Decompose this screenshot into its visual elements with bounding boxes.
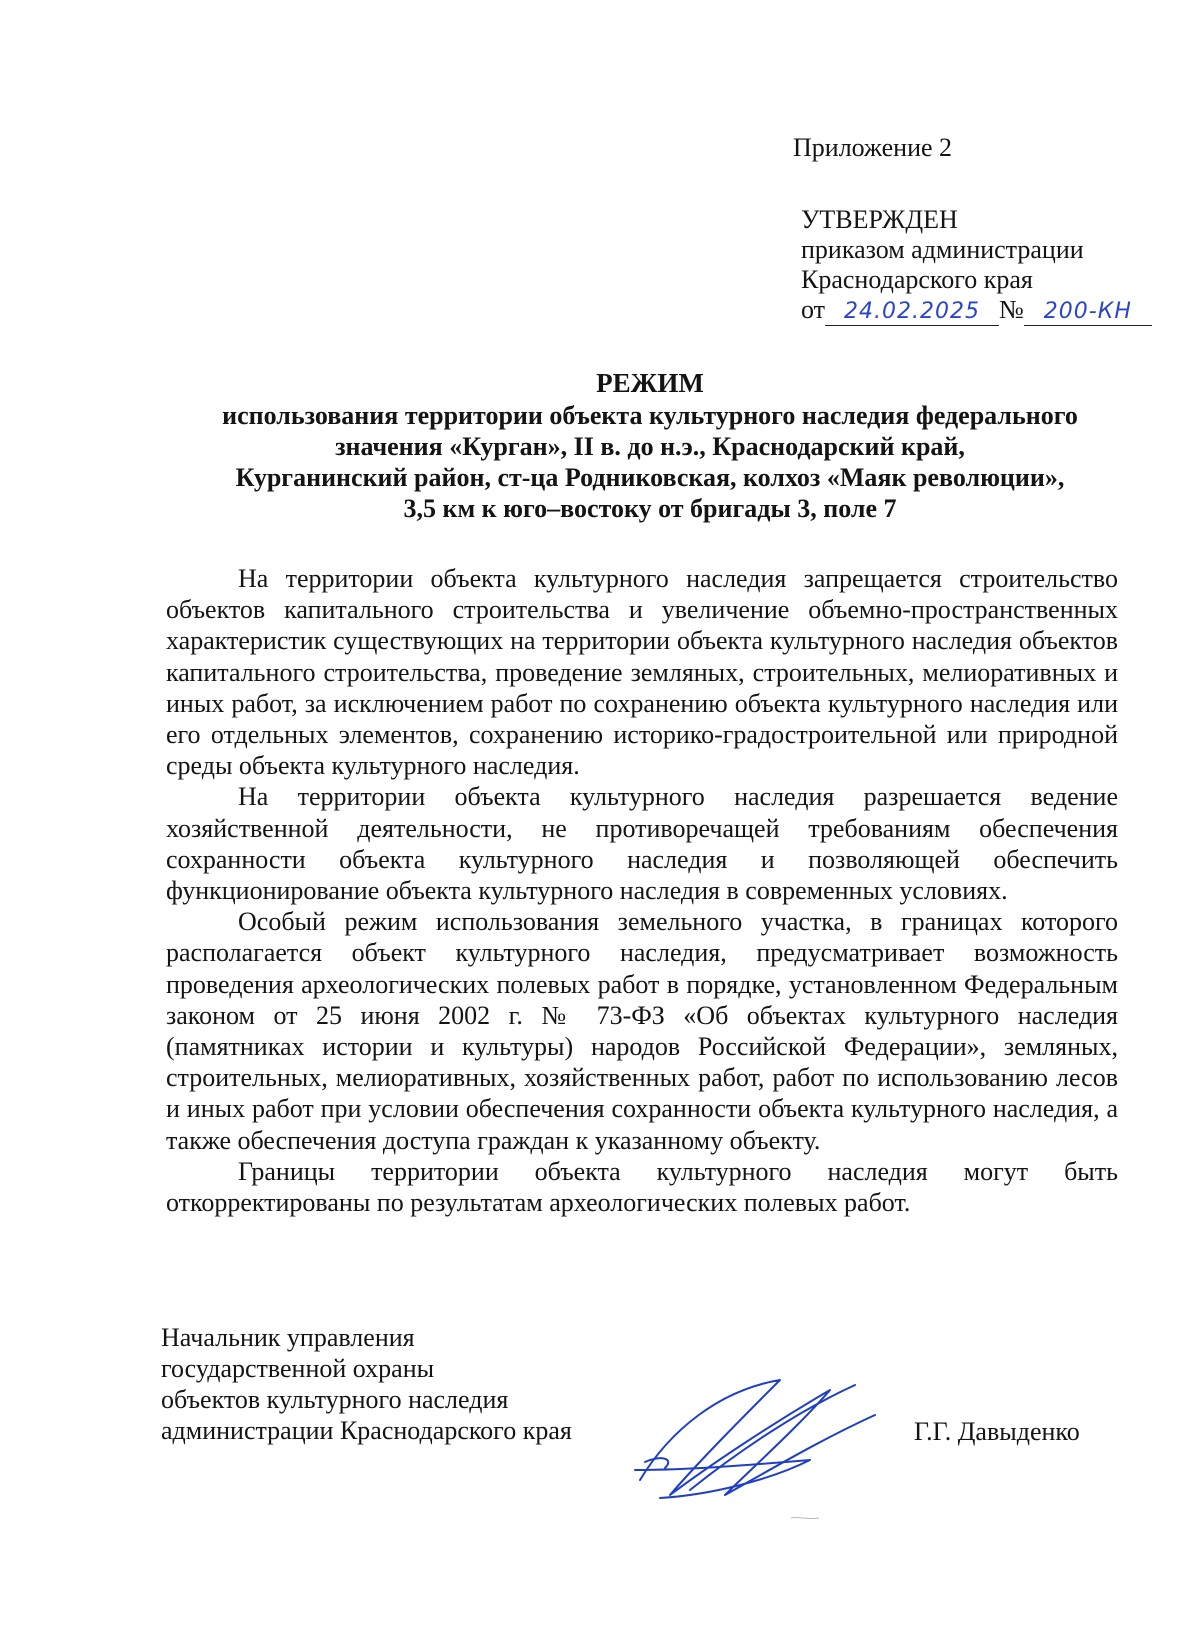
position-line: администрации Краснодарского края bbox=[161, 1416, 572, 1445]
position-line: объектов культурного наследия bbox=[161, 1385, 509, 1414]
title-line: значения «Курган», II в. до н.э., Краснодарский край, bbox=[335, 432, 965, 461]
body-paragraph: На территории объекта культурного наследия разрешается ведение хозяйственной деятельности, не противоречащей требованиям обеспечения сохранности объекта культурного наследия и позволяющей обеспечить функционирование объекта культурного наследия в современных условиях. bbox=[166, 782, 1118, 906]
appendix-label: Приложение 2 bbox=[793, 133, 953, 162]
body-paragraph: Границы территории объекта культурного наследия могут быть откорректированы по результатам археологических полевых работ. bbox=[166, 1156, 1118, 1218]
title-heading: РЕЖИМ bbox=[596, 368, 704, 398]
position-line: Начальник управления bbox=[161, 1323, 415, 1352]
title-line: Курганинский район, ст-ца Родниковская, колхоз «Маяк революции», bbox=[235, 463, 1065, 492]
document-title bbox=[120, 368, 1180, 524]
approved-region: Краснодарского края bbox=[801, 265, 1033, 294]
order-number-handwritten: 200-КН bbox=[1024, 299, 1152, 326]
position-line: государственной охраны bbox=[161, 1354, 435, 1383]
handwritten-signature bbox=[630, 1370, 890, 1510]
approved-label: УТВЕРЖДЕН bbox=[801, 205, 958, 234]
title-line: использования территории объекта культурного наследия федерального bbox=[222, 401, 1078, 430]
document-body bbox=[166, 563, 1118, 1218]
approval-stamp-block bbox=[793, 133, 1132, 324]
signatory-position bbox=[161, 1322, 572, 1446]
body-paragraph: Особый режим использования земельного участка, в границах которого располагается объект культурного наследия, предусматривает возможность проведения археологических полевых работ в порядке, установленном Федеральным законом от 25 июня 2002 г. № 73-ФЗ «Об объектах культурного наследия (памятниках истории и культуры) народов Российской Федерации», земляных, строительных, мелиоративных, хозяйственных работ, работ по использованию лесов и иных работ при условии обеспечения сохранности объекта культурного наследия, а также обеспечения доступа граждан к указанному объекту. bbox=[166, 907, 1118, 1155]
approved-by-order: приказом администрации bbox=[801, 235, 1084, 264]
approved-by-block bbox=[801, 205, 1152, 326]
date-prefix: от bbox=[801, 295, 826, 324]
order-date-number-line bbox=[801, 295, 1152, 326]
body-paragraph: На территории объекта культурного наследия запрещается строительство объектов капитального строительства и увеличение объемно-пространственных характеристик существующих на территории объекта культурного наследия объектов капитального строительства, проведение земляных, строительных, мелиоративных и иных работ, за исключением работ по сохранению объекта культурного наследия или его отдельных элементов, сохранению историко-градостроительной или природной среды объекта культурного наследия. bbox=[166, 564, 1118, 781]
signatory-name: Г.Г. Давыденко bbox=[914, 1417, 1080, 1446]
number-sign: № bbox=[999, 295, 1024, 324]
title-line: 3,5 км к юго–востоку от бригады 3, поле 7 bbox=[403, 494, 897, 523]
order-date-handwritten: 24.02.2025 bbox=[825, 299, 999, 326]
scan-artifact bbox=[790, 1515, 820, 1521]
